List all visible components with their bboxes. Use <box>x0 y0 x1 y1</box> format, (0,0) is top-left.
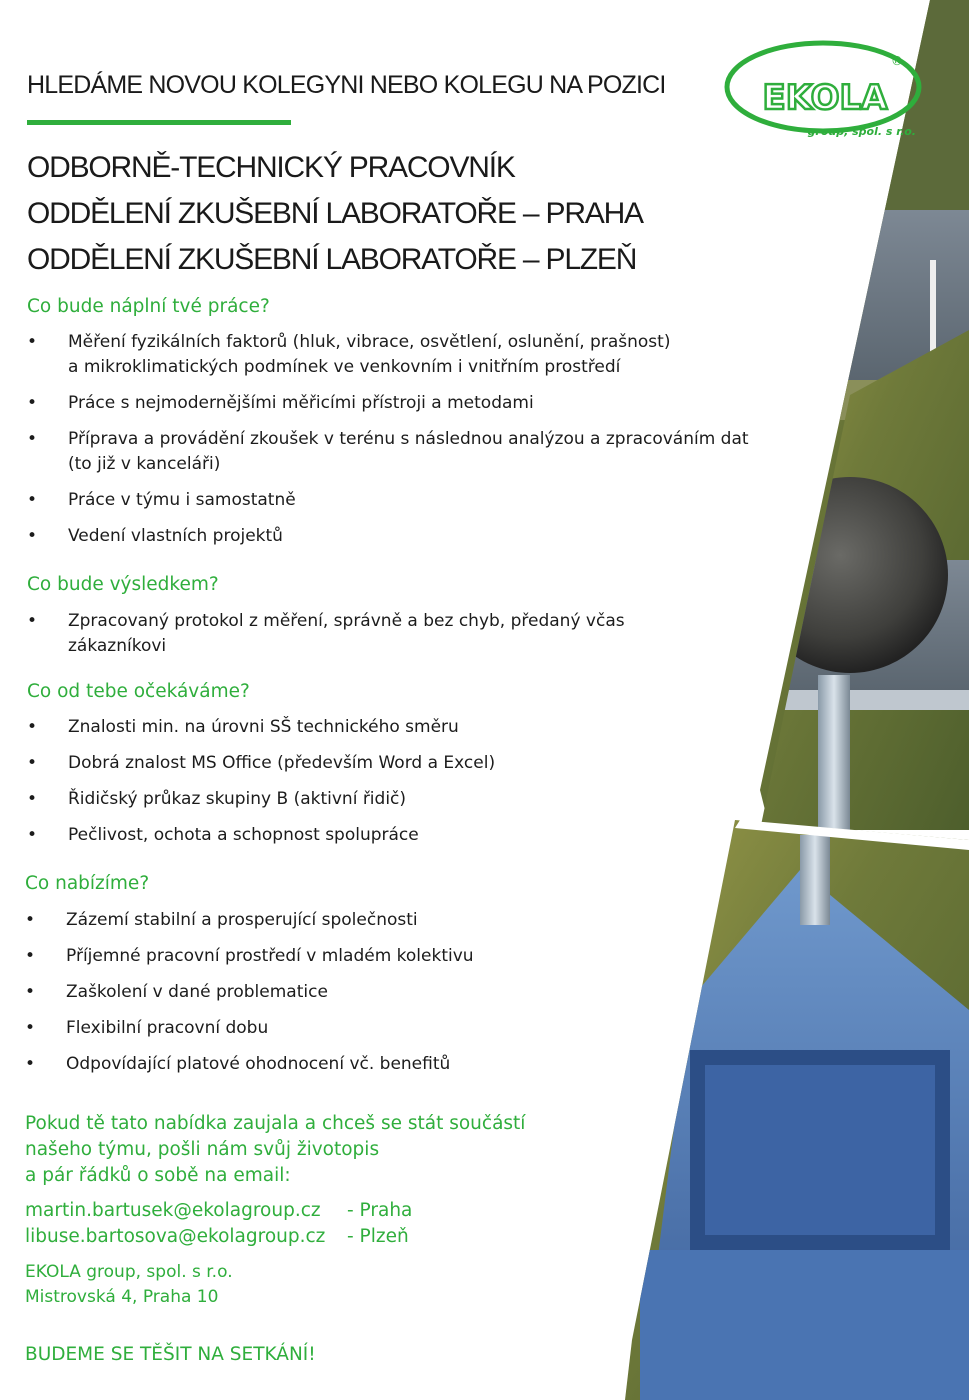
bullet: • <box>27 490 38 510</box>
job-content-list <box>27 330 749 560</box>
company-street: Mistrovská 4, Praha 10 <box>25 1287 219 1307</box>
ekola-logo <box>723 25 928 145</box>
department-praha: ODDĚLENÍ ZKUŠEBNÍ LABORATOŘE – PRAHA <box>27 197 643 230</box>
list-item: • Řidičský průkaz skupiny B (aktivní řidič) <box>27 787 495 812</box>
contact-list <box>25 1198 412 1250</box>
company-name: EKOLA group, spol. s r.o. <box>25 1262 233 1282</box>
list-item: • Práce s nejmodernějšími měřicími přístroji a metodami <box>27 391 749 416</box>
bullet: • <box>27 789 38 809</box>
bullet: • <box>27 429 38 449</box>
bullet: • <box>25 910 36 930</box>
list-item: • Zázemí stabilní a prosperující společnosti <box>25 908 474 933</box>
call-to-action <box>25 1111 525 1189</box>
list-item: • Příjemné pracovní prostředí v mladém kolektivu <box>25 944 474 969</box>
section-heading-job-content: Co bude náplní tvé práce? <box>27 296 270 317</box>
bullet: • <box>27 753 38 773</box>
list-item: • Měření fyzikálních faktorů (hluk, vibrace, osvětlení, oslunění, prašnost) a mikroklimatických podmínek ve venkovním i vnitřním prostředí <box>27 332 671 377</box>
bullet: • <box>25 982 36 1002</box>
bullet: • <box>25 1018 36 1038</box>
list-item: • Odpovídající platové ohodnocení vč. benefitů <box>25 1052 474 1077</box>
list-item: • Znalosti min. na úrovni SŠ technického směru <box>27 715 495 740</box>
email-link-praha[interactable]: martin.bartusek@ekolagroup.cz <box>25 1200 321 1221</box>
section-heading-offer: Co nabízíme? <box>25 873 150 894</box>
list-item: • Dobrá znalost MS Office (především Word a Excel) <box>27 751 495 776</box>
cta-line: a pár řádků o sobě na email: <box>25 1165 291 1186</box>
email-link-plzen[interactable]: libuse.bartosova@ekolagroup.cz <box>25 1226 326 1247</box>
list-item: • Příprava a provádění zkoušek v terénu s následnou analýzou a zpracováním dat (to již v kanceláři) <box>27 429 749 474</box>
cta-line: našeho týmu, pošli nám svůj životopis <box>25 1139 380 1160</box>
contact-location: - Praha <box>347 1200 413 1221</box>
logo-tagline: group, spol. s r.o. <box>807 125 916 138</box>
bullet: • <box>27 393 38 413</box>
contact-plzen <box>25 1224 412 1250</box>
bullet: • <box>25 946 36 966</box>
list-item: • Zaškolení v dané problematice <box>25 980 474 1005</box>
position-title: ODBORNĚ-TECHNICKÝ PRACOVNÍK <box>27 151 515 184</box>
closing-line: BUDEME SE TĚŠIT NA SETKÁNÍ! <box>25 1344 316 1365</box>
bullet: • <box>27 526 38 546</box>
bullet: • <box>25 1054 36 1074</box>
registered-mark: ® <box>891 54 903 68</box>
requirements-list <box>27 715 495 859</box>
position-titles <box>27 145 643 283</box>
cta-line: Pokud tě tato nabídka zaujala a chceš se stát součástí <box>25 1113 526 1134</box>
bullet: • <box>27 717 38 737</box>
result-list <box>27 609 625 659</box>
bullet: • <box>27 611 38 631</box>
section-heading-result: Co bude výsledkem? <box>27 574 219 595</box>
contact-praha <box>25 1198 412 1224</box>
bullet: • <box>27 825 38 845</box>
green-divider <box>27 120 291 125</box>
list-item: • Práce v týmu i samostatně <box>27 488 749 513</box>
list-item: • Vedení vlastních projektů <box>27 524 749 549</box>
logo-wordmark: EKOLA <box>762 78 888 118</box>
department-plzen: ODDĚLENÍ ZKUŠEBNÍ LABORATOŘE – PLZEŇ <box>27 243 637 276</box>
list-item: • Flexibilní pracovní dobu <box>25 1016 474 1041</box>
list-item: • Zpracovaný protokol z měření, správně a bez chyb, předaný včas zákazníkovi <box>27 611 625 656</box>
bullet: • <box>27 332 38 352</box>
contact-location: - Plzeň <box>347 1226 409 1247</box>
headline: HLEDÁME NOVOU KOLEGYNI NEBO KOLEGU NA POZICI <box>27 71 666 99</box>
company-address <box>25 1260 233 1310</box>
offer-list <box>25 908 474 1088</box>
section-heading-requirements: Co od tebe očekáváme? <box>27 681 250 702</box>
list-item: • Pečlivost, ochota a schopnost spolupráce <box>27 823 495 848</box>
